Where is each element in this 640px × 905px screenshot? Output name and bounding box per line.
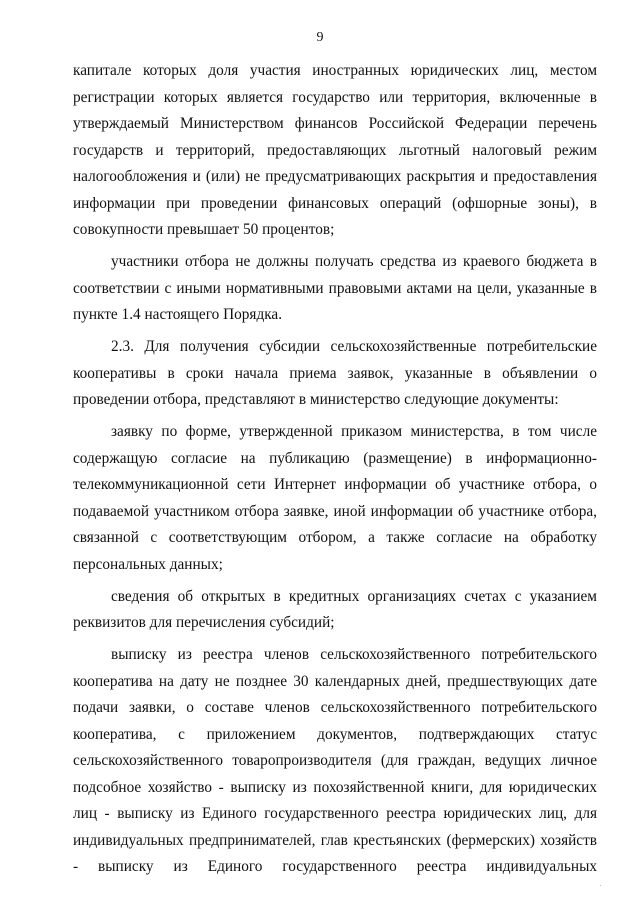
paragraph-section-2-3: 2.3. Для получения субсидии сельскохозяйственные потребительские кооперативы в сроки начала приема заявок, указанные в объявлении о проведении отбора, представляют в министерство следующие документы: xyxy=(73,338,597,408)
page-number: 9 xyxy=(316,30,324,45)
paragraph-bank-accounts: сведения об открытых в кредитных организациях счетах с указанием реквизитов для перечисления субсидий; xyxy=(73,587,597,631)
paragraph-offshore-continuation: капитале которых доля участия иностранных юридических лиц, местом регистрации которых является государство или территория, включенные в утверждаемый Министерством финансов Российской Федерации перечень государств и территорий, предоставляющих льготный налоговый режим налогообложения и (или) не предусматривающих раскрытия и предоставления информации при проведении финансовых операций (офшорные зоны), в совокупности превышает 50 процентов; xyxy=(73,62,597,238)
scan-speck xyxy=(600,885,601,886)
paragraph-regional-budget: участники отбора не должны получать средства из краевого бюджета в соответствии с иными нормативными правовыми актами на цели, указанные в пункте 1.4 настоящего Порядка. xyxy=(73,253,597,323)
document-body xyxy=(73,58,597,886)
paragraph-members-register: выписку из реестра членов сельскохозяйственного потребительского кооператива на дату не позднее 30 календарных дней, предшествующих дате подачи заявки, о составе членов сельскохозяйственного потребительского кооператива, с приложением документов, подтверждающих статус сельскохозяйственного товаропроизводителя (для граждан, ведущих личное подсобное хозяйство - выписку из похозяйственной книги, для юридических лиц - выписку из Единого государственного реестра юридических лиц, для индивидуальных предпринимателей, глав крестьянских (фермерских) хозяйств - выписку из Единого государственного реестра индивидуальных xyxy=(73,646,597,875)
paragraph-application-form: заявку по форме, утвержденной приказом министерства, в том числе содержащую согласие на публикацию (размещение) в информационно-телекоммуникационной сети Интернет информации об участнике отбора, о подаваемой участником отбора заявке, иной информации об участнике отбора, связанной с соответствующим отбором, а также согласие на обработку персональных данных; xyxy=(73,423,597,573)
